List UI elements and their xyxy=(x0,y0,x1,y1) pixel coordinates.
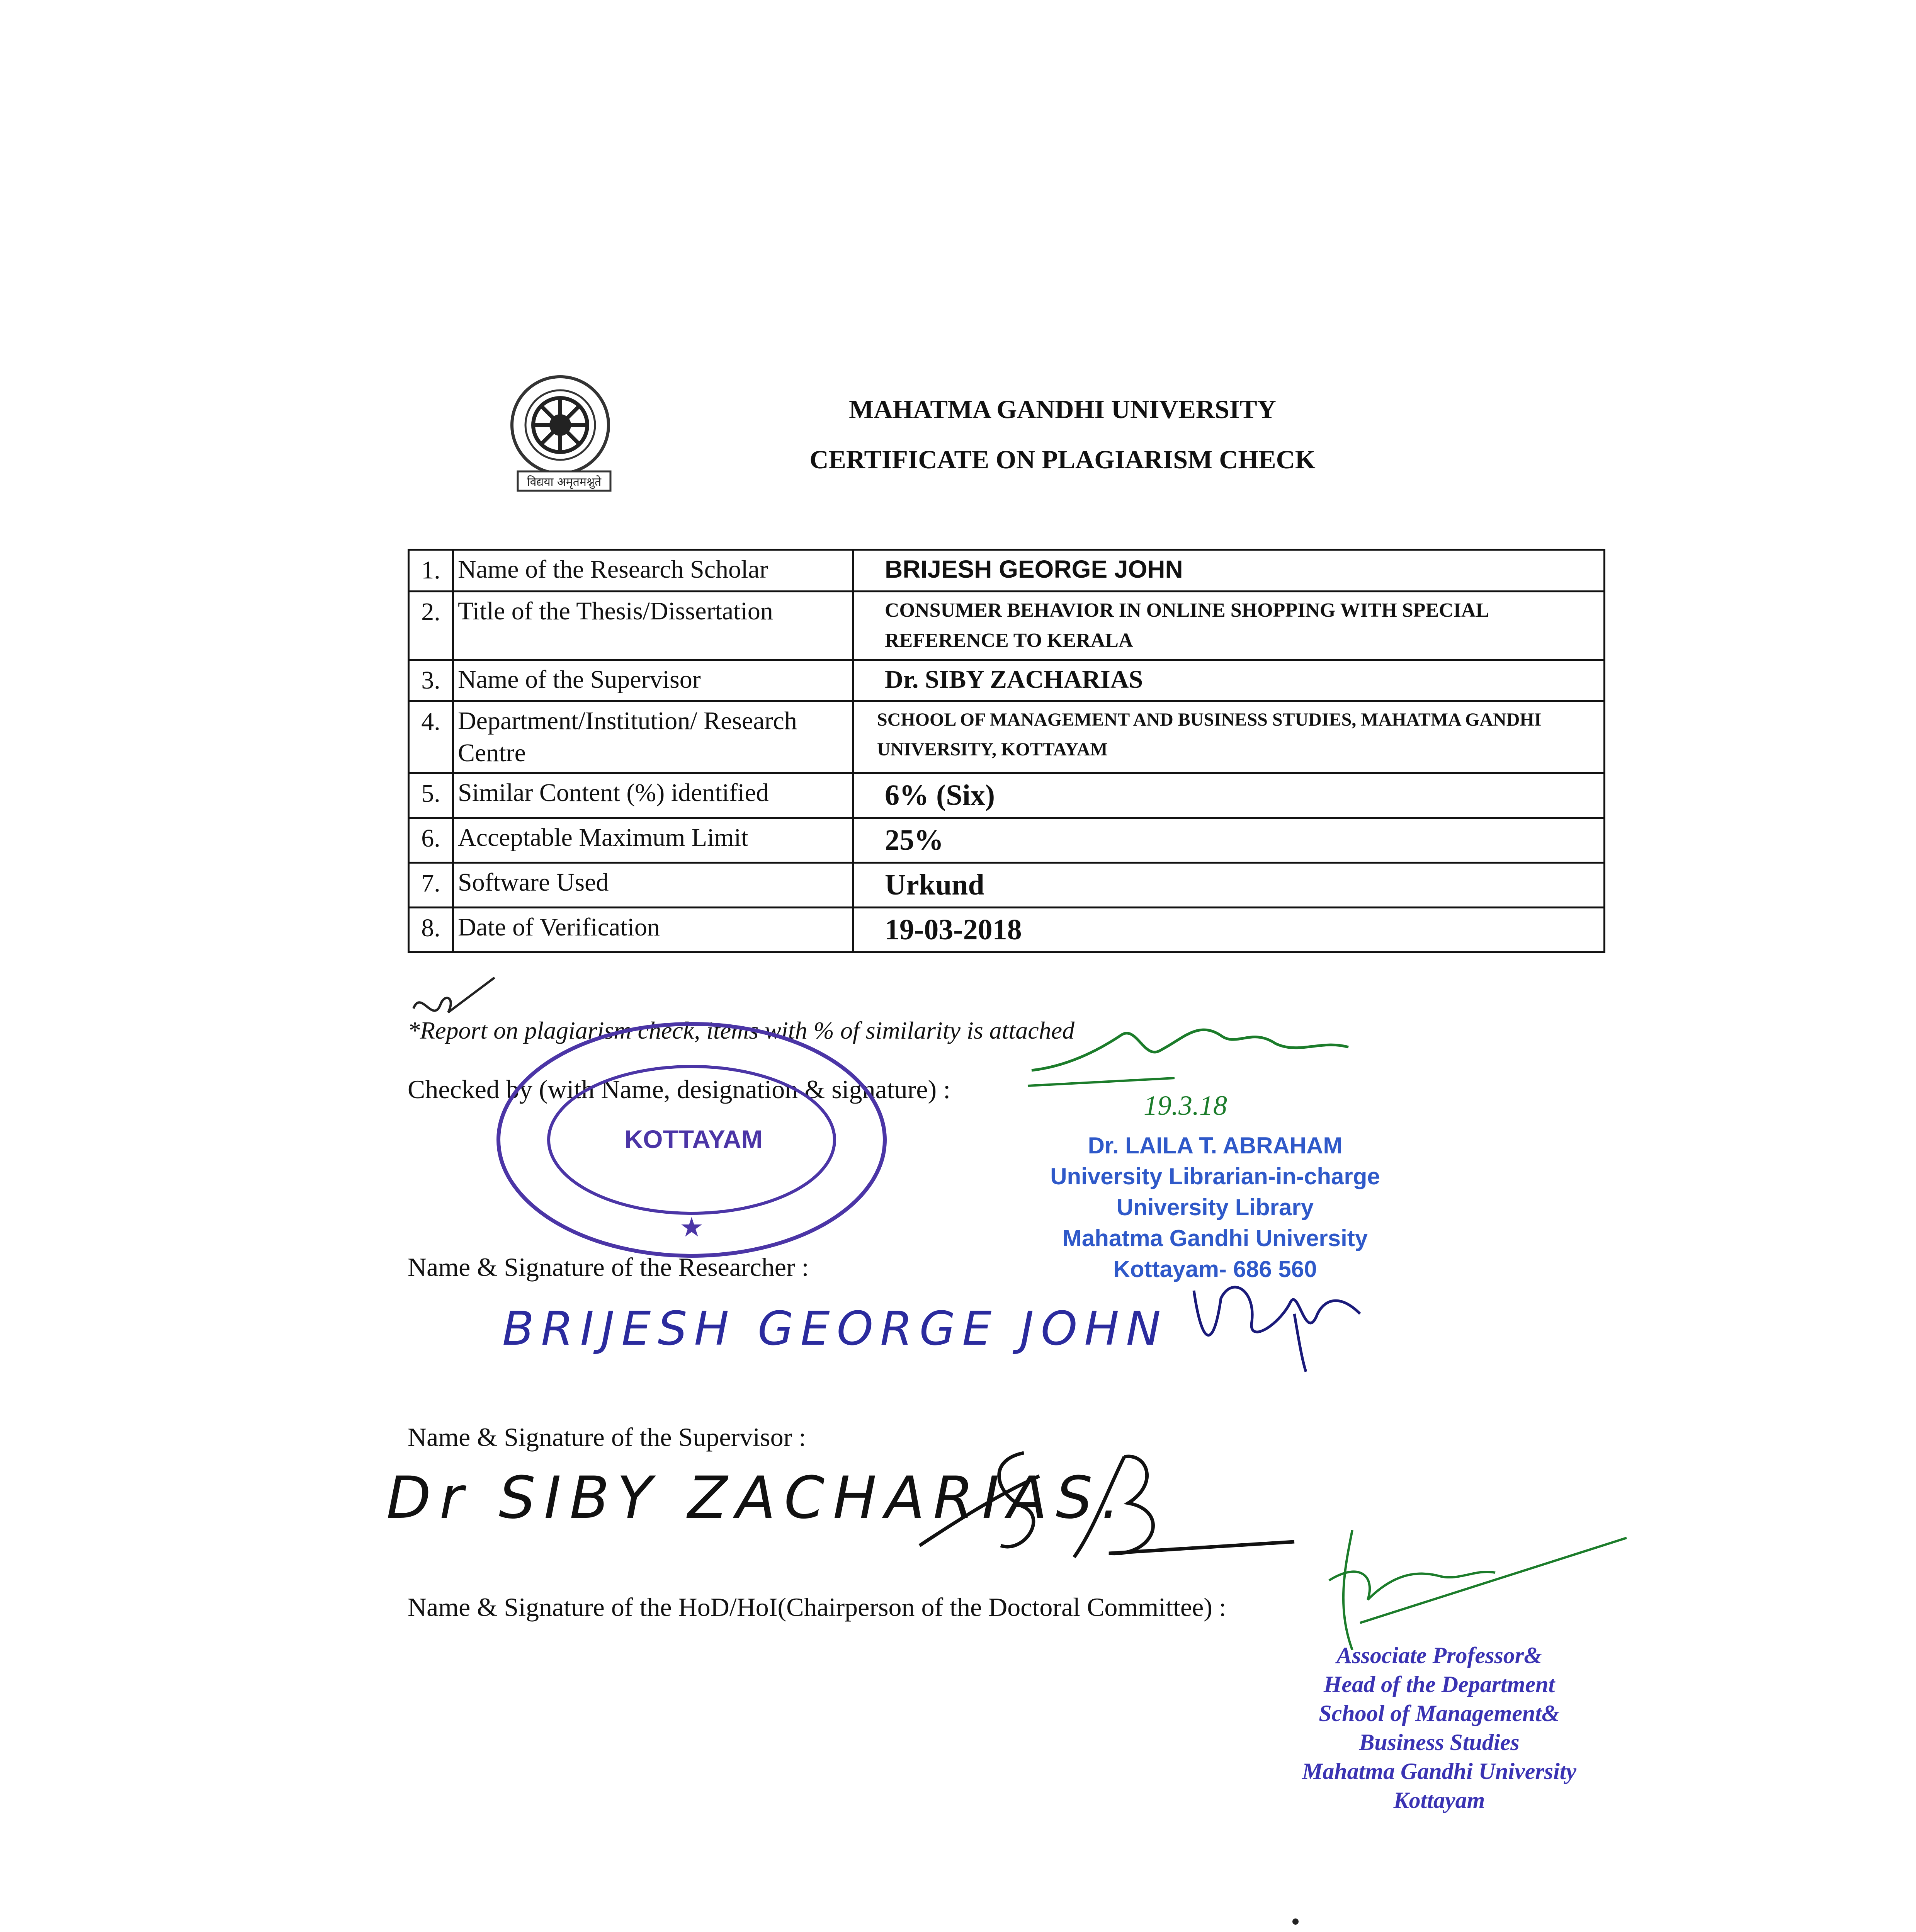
row-label: Software Used xyxy=(453,863,853,908)
researcher-signature xyxy=(1178,1267,1372,1376)
max-limit-value: 25% xyxy=(853,818,1605,863)
row-label: Date of Verification xyxy=(453,908,853,952)
hod-stamp-line: Kottayam xyxy=(1393,1787,1485,1813)
hod-stamp-line: Associate Professor& xyxy=(1336,1643,1542,1668)
table-row xyxy=(409,818,1605,863)
row-label: Name of the Supervisor xyxy=(453,660,853,701)
table-row xyxy=(409,863,1605,908)
library-seal-center-text: KOTTAYAM xyxy=(624,1125,763,1153)
row-number: 5. xyxy=(409,773,453,818)
librarian-stamp-line: Mahatma Gandhi University xyxy=(1062,1225,1368,1251)
checked-by-label: Checked by (with Name, designation & signature) : xyxy=(408,1075,950,1104)
supervisor-label: Name & Signature of the Supervisor : xyxy=(408,1422,806,1452)
table-row xyxy=(409,660,1605,701)
department-value: SCHOOL OF MANAGEMENT AND BUSINESS STUDIES, MAHATMA GANDHI UNIVERSITY, KOTTAYAM xyxy=(853,701,1605,773)
row-label: Acceptable Maximum Limit xyxy=(453,818,853,863)
hod-stamp-line: Mahatma Gandhi University xyxy=(1302,1759,1577,1784)
hod-stamp-line: Business Studies xyxy=(1359,1730,1520,1755)
hod-stamp-line: School of Management& xyxy=(1319,1701,1560,1726)
row-number: 6. xyxy=(409,818,453,863)
researcher-handwritten-name: BRIJESH GEORGE JOHN xyxy=(502,1302,1168,1356)
row-label: Similar Content (%) identified xyxy=(453,773,853,818)
table-row xyxy=(409,908,1605,952)
svg-text:विद्यया अमृतमश्नुते: विद्यया अमृतमश्नुते xyxy=(527,475,602,489)
verification-date-value: 19-03-2018 xyxy=(853,908,1605,952)
researcher-label: Name & Signature of the Researcher : xyxy=(408,1252,809,1282)
hod-label: Name & Signature of the HoD/HoI(Chairperson of the Doctoral Committee) : xyxy=(408,1592,1226,1622)
report-note: *Report on plagiarism check, items with % of similarity is attached xyxy=(408,1017,1075,1044)
similar-content-value: 6% (Six) xyxy=(853,773,1605,818)
supervisor-handwritten-name: Dr SIBY ZACHARIAS. xyxy=(386,1464,1128,1532)
university-name: MAHATMA GANDHI UNIVERSITY xyxy=(849,395,1276,424)
row-label: Title of the Thesis/Dissertation xyxy=(453,591,853,660)
librarian-stamp-line: Kottayam- 686 560 xyxy=(1113,1256,1317,1282)
row-number: 4. xyxy=(409,701,453,773)
row-label: Department/Institution/ Research Centre xyxy=(453,701,853,773)
librarian-stamp-line: Dr. LAILA T. ABRAHAM xyxy=(1088,1133,1343,1158)
scholar-name-value: BRIJESH GEORGE JOHN xyxy=(853,550,1605,592)
table-row xyxy=(409,550,1605,592)
librarian-stamp-line: University Library xyxy=(1116,1194,1314,1220)
table-row xyxy=(409,701,1605,773)
row-number: 2. xyxy=(409,591,453,660)
row-number: 8. xyxy=(409,908,453,952)
hod-stamp-line: Head of the Department xyxy=(1323,1672,1555,1697)
stray-ink-dot xyxy=(1292,1918,1299,1925)
software-value: Urkund xyxy=(853,863,1605,908)
university-emblem xyxy=(475,371,649,498)
supervisor-value: Dr. SIBY ZACHARIAS xyxy=(853,660,1605,701)
certificate-details-table xyxy=(408,549,1605,953)
row-number: 7. xyxy=(409,863,453,908)
supervisor-signature xyxy=(908,1430,1302,1569)
svg-text:★: ★ xyxy=(679,1213,704,1243)
thesis-title-value: CONSUMER BEHAVIOR IN ONLINE SHOPPING WITH SPECIAL REFERENCE TO KERALA xyxy=(853,591,1605,660)
librarian-signature-date: 19.3.18 xyxy=(1144,1090,1227,1121)
row-number: 3. xyxy=(409,660,453,701)
table-row xyxy=(409,591,1605,660)
certificate-title: CERTIFICATE ON PLAGIARISM CHECK xyxy=(809,445,1316,474)
table-row xyxy=(409,773,1605,818)
row-label: Name of the Research Scholar xyxy=(453,550,853,592)
hod-signature xyxy=(1314,1522,1630,1662)
row-number: 1. xyxy=(409,550,453,592)
librarian-stamp-line: University Librarian-in-charge xyxy=(1050,1163,1380,1189)
